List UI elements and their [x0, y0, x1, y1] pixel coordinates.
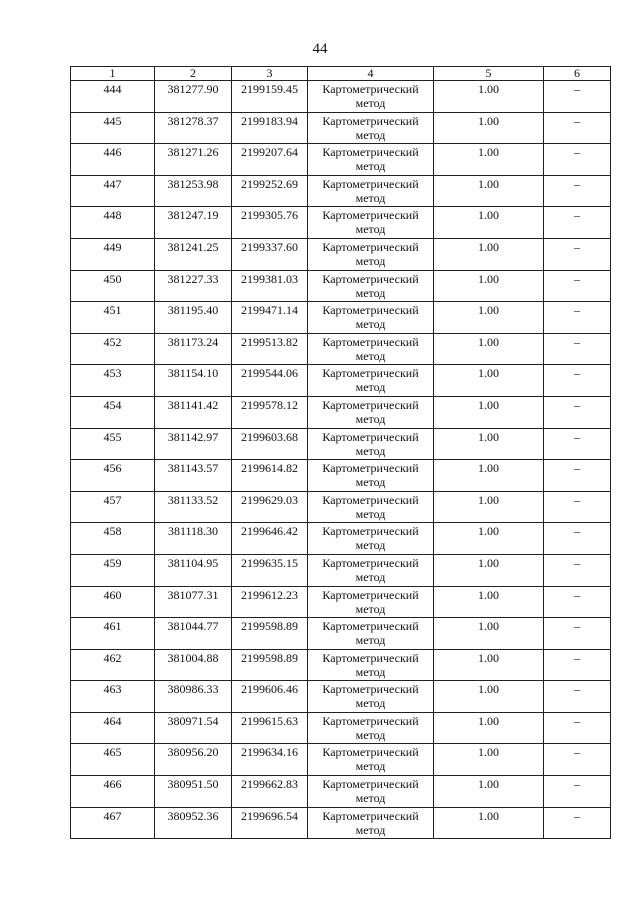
- note-cell: –: [544, 586, 611, 618]
- point-number-cell: 453: [71, 365, 155, 397]
- y-coordinate-cell: 2199578.12: [232, 396, 308, 428]
- method-cell: Картометрический метод: [308, 491, 434, 523]
- table-row: [71, 744, 611, 776]
- accuracy-cell: 1.00: [434, 554, 544, 586]
- point-number-cell: 456: [71, 460, 155, 492]
- y-coordinate-cell: 2199646.42: [232, 523, 308, 555]
- accuracy-cell: 1.00: [434, 586, 544, 618]
- method-cell: Картометрический метод: [308, 333, 434, 365]
- note-cell: –: [544, 333, 611, 365]
- note-cell: –: [544, 365, 611, 397]
- note-cell: –: [544, 807, 611, 839]
- x-coordinate-cell: 381143.57: [155, 460, 232, 492]
- note-cell: –: [544, 207, 611, 239]
- table-row: [71, 396, 611, 428]
- y-coordinate-cell: 2199606.46: [232, 681, 308, 713]
- point-number-cell: 448: [71, 207, 155, 239]
- note-cell: –: [544, 238, 611, 270]
- point-number-cell: 454: [71, 396, 155, 428]
- table-row: [71, 81, 611, 113]
- x-coordinate-cell: 381044.77: [155, 618, 232, 650]
- x-coordinate-cell: 380952.36: [155, 807, 232, 839]
- x-coordinate-cell: 380951.50: [155, 776, 232, 808]
- method-cell: Картометрический метод: [308, 81, 434, 113]
- point-number-cell: 460: [71, 586, 155, 618]
- accuracy-cell: 1.00: [434, 175, 544, 207]
- y-coordinate-cell: 2199544.06: [232, 365, 308, 397]
- y-coordinate-cell: 2199603.68: [232, 428, 308, 460]
- accuracy-cell: 1.00: [434, 649, 544, 681]
- method-cell: Картометрический метод: [308, 144, 434, 176]
- x-coordinate-cell: 381277.90: [155, 81, 232, 113]
- method-cell: Картометрический метод: [308, 586, 434, 618]
- accuracy-cell: 1.00: [434, 523, 544, 555]
- method-cell: Картометрический метод: [308, 807, 434, 839]
- note-cell: –: [544, 776, 611, 808]
- x-coordinate-cell: 381173.24: [155, 333, 232, 365]
- note-cell: –: [544, 491, 611, 523]
- y-coordinate-cell: 2199614.82: [232, 460, 308, 492]
- table-row: [71, 460, 611, 492]
- x-coordinate-cell: 381118.30: [155, 523, 232, 555]
- accuracy-cell: 1.00: [434, 776, 544, 808]
- y-coordinate-cell: 2199634.16: [232, 744, 308, 776]
- point-number-cell: 444: [71, 81, 155, 113]
- column-header: 6: [544, 67, 611, 81]
- point-number-cell: 451: [71, 302, 155, 334]
- coordinates-table: [70, 66, 611, 839]
- y-coordinate-cell: 2199635.15: [232, 554, 308, 586]
- method-cell: Картометрический метод: [308, 396, 434, 428]
- x-coordinate-cell: 380956.20: [155, 744, 232, 776]
- method-cell: Картометрический метод: [308, 744, 434, 776]
- note-cell: –: [544, 81, 611, 113]
- point-number-cell: 463: [71, 681, 155, 713]
- point-number-cell: 467: [71, 807, 155, 839]
- table-row: [71, 144, 611, 176]
- y-coordinate-cell: 2199696.54: [232, 807, 308, 839]
- method-cell: Картометрический метод: [308, 618, 434, 650]
- x-coordinate-cell: 380971.54: [155, 712, 232, 744]
- accuracy-cell: 1.00: [434, 681, 544, 713]
- method-cell: Картометрический метод: [308, 238, 434, 270]
- note-cell: –: [544, 270, 611, 302]
- note-cell: –: [544, 712, 611, 744]
- point-number-cell: 457: [71, 491, 155, 523]
- x-coordinate-cell: 381004.88: [155, 649, 232, 681]
- point-number-cell: 464: [71, 712, 155, 744]
- table-row: [71, 491, 611, 523]
- x-coordinate-cell: 381278.37: [155, 112, 232, 144]
- method-cell: Картометрический метод: [308, 112, 434, 144]
- note-cell: –: [544, 681, 611, 713]
- table-row: [71, 618, 611, 650]
- header-row: [71, 67, 611, 81]
- x-coordinate-cell: 381271.26: [155, 144, 232, 176]
- x-coordinate-cell: 381241.25: [155, 238, 232, 270]
- table-row: [71, 523, 611, 555]
- point-number-cell: 465: [71, 744, 155, 776]
- method-cell: Картометрический метод: [308, 649, 434, 681]
- method-cell: Картометрический метод: [308, 175, 434, 207]
- table-row: [71, 112, 611, 144]
- table-body: [71, 81, 611, 839]
- x-coordinate-cell: 380986.33: [155, 681, 232, 713]
- note-cell: –: [544, 302, 611, 334]
- y-coordinate-cell: 2199598.89: [232, 618, 308, 650]
- table-row: [71, 649, 611, 681]
- column-header: 2: [155, 67, 232, 81]
- table-row: [71, 681, 611, 713]
- note-cell: –: [544, 554, 611, 586]
- accuracy-cell: 1.00: [434, 207, 544, 239]
- point-number-cell: 447: [71, 175, 155, 207]
- table-row: [71, 238, 611, 270]
- method-cell: Картометрический метод: [308, 428, 434, 460]
- point-number-cell: 446: [71, 144, 155, 176]
- accuracy-cell: 1.00: [434, 491, 544, 523]
- accuracy-cell: 1.00: [434, 365, 544, 397]
- table-row: [71, 807, 611, 839]
- column-header: 5: [434, 67, 544, 81]
- method-cell: Картометрический метод: [308, 207, 434, 239]
- x-coordinate-cell: 381195.40: [155, 302, 232, 334]
- note-cell: –: [544, 396, 611, 428]
- accuracy-cell: 1.00: [434, 807, 544, 839]
- y-coordinate-cell: 2199598.89: [232, 649, 308, 681]
- point-number-cell: 452: [71, 333, 155, 365]
- note-cell: –: [544, 460, 611, 492]
- note-cell: –: [544, 144, 611, 176]
- point-number-cell: 459: [71, 554, 155, 586]
- y-coordinate-cell: 2199305.76: [232, 207, 308, 239]
- page-number: 44: [312, 41, 328, 57]
- accuracy-cell: 1.00: [434, 238, 544, 270]
- table-row: [71, 333, 611, 365]
- y-coordinate-cell: 2199629.03: [232, 491, 308, 523]
- x-coordinate-cell: 381142.97: [155, 428, 232, 460]
- table-row: [71, 776, 611, 808]
- note-cell: –: [544, 523, 611, 555]
- y-coordinate-cell: 2199337.60: [232, 238, 308, 270]
- y-coordinate-cell: 2199513.82: [232, 333, 308, 365]
- method-cell: Картометрический метод: [308, 712, 434, 744]
- accuracy-cell: 1.00: [434, 302, 544, 334]
- note-cell: –: [544, 175, 611, 207]
- x-coordinate-cell: 381133.52: [155, 491, 232, 523]
- note-cell: –: [544, 744, 611, 776]
- column-header: 1: [71, 67, 155, 81]
- method-cell: Картометрический метод: [308, 270, 434, 302]
- table-row: [71, 428, 611, 460]
- x-coordinate-cell: 381104.95: [155, 554, 232, 586]
- point-number-cell: 449: [71, 238, 155, 270]
- accuracy-cell: 1.00: [434, 270, 544, 302]
- note-cell: –: [544, 618, 611, 650]
- accuracy-cell: 1.00: [434, 81, 544, 113]
- x-coordinate-cell: 381077.31: [155, 586, 232, 618]
- method-cell: Картометрический метод: [308, 554, 434, 586]
- accuracy-cell: 1.00: [434, 744, 544, 776]
- accuracy-cell: 1.00: [434, 333, 544, 365]
- y-coordinate-cell: 2199207.64: [232, 144, 308, 176]
- accuracy-cell: 1.00: [434, 396, 544, 428]
- method-cell: Картометрический метод: [308, 302, 434, 334]
- point-number-cell: 445: [71, 112, 155, 144]
- y-coordinate-cell: 2199252.69: [232, 175, 308, 207]
- note-cell: –: [544, 428, 611, 460]
- table-row: [71, 365, 611, 397]
- y-coordinate-cell: 2199183.94: [232, 112, 308, 144]
- y-coordinate-cell: 2199159.45: [232, 81, 308, 113]
- method-cell: Картометрический метод: [308, 460, 434, 492]
- point-number-cell: 458: [71, 523, 155, 555]
- table-row: [71, 554, 611, 586]
- x-coordinate-cell: 381141.42: [155, 396, 232, 428]
- table-row: [71, 207, 611, 239]
- point-number-cell: 450: [71, 270, 155, 302]
- point-number-cell: 455: [71, 428, 155, 460]
- y-coordinate-cell: 2199662.83: [232, 776, 308, 808]
- accuracy-cell: 1.00: [434, 112, 544, 144]
- x-coordinate-cell: 381227.33: [155, 270, 232, 302]
- method-cell: Картометрический метод: [308, 523, 434, 555]
- method-cell: Картометрический метод: [308, 776, 434, 808]
- column-header: 3: [232, 67, 308, 81]
- method-cell: Картометрический метод: [308, 365, 434, 397]
- accuracy-cell: 1.00: [434, 460, 544, 492]
- x-coordinate-cell: 381247.19: [155, 207, 232, 239]
- y-coordinate-cell: 2199471.14: [232, 302, 308, 334]
- x-coordinate-cell: 381253.98: [155, 175, 232, 207]
- accuracy-cell: 1.00: [434, 428, 544, 460]
- y-coordinate-cell: 2199615.63: [232, 712, 308, 744]
- column-header: 4: [308, 67, 434, 81]
- table-row: [71, 712, 611, 744]
- table-row: [71, 302, 611, 334]
- note-cell: –: [544, 112, 611, 144]
- method-cell: Картометрический метод: [308, 681, 434, 713]
- accuracy-cell: 1.00: [434, 618, 544, 650]
- point-number-cell: 461: [71, 618, 155, 650]
- point-number-cell: 462: [71, 649, 155, 681]
- table-row: [71, 586, 611, 618]
- table-row: [71, 270, 611, 302]
- x-coordinate-cell: 381154.10: [155, 365, 232, 397]
- table-header: [71, 67, 611, 81]
- table-row: [71, 175, 611, 207]
- y-coordinate-cell: 2199612.23: [232, 586, 308, 618]
- note-cell: –: [544, 649, 611, 681]
- accuracy-cell: 1.00: [434, 144, 544, 176]
- point-number-cell: 466: [71, 776, 155, 808]
- accuracy-cell: 1.00: [434, 712, 544, 744]
- y-coordinate-cell: 2199381.03: [232, 270, 308, 302]
